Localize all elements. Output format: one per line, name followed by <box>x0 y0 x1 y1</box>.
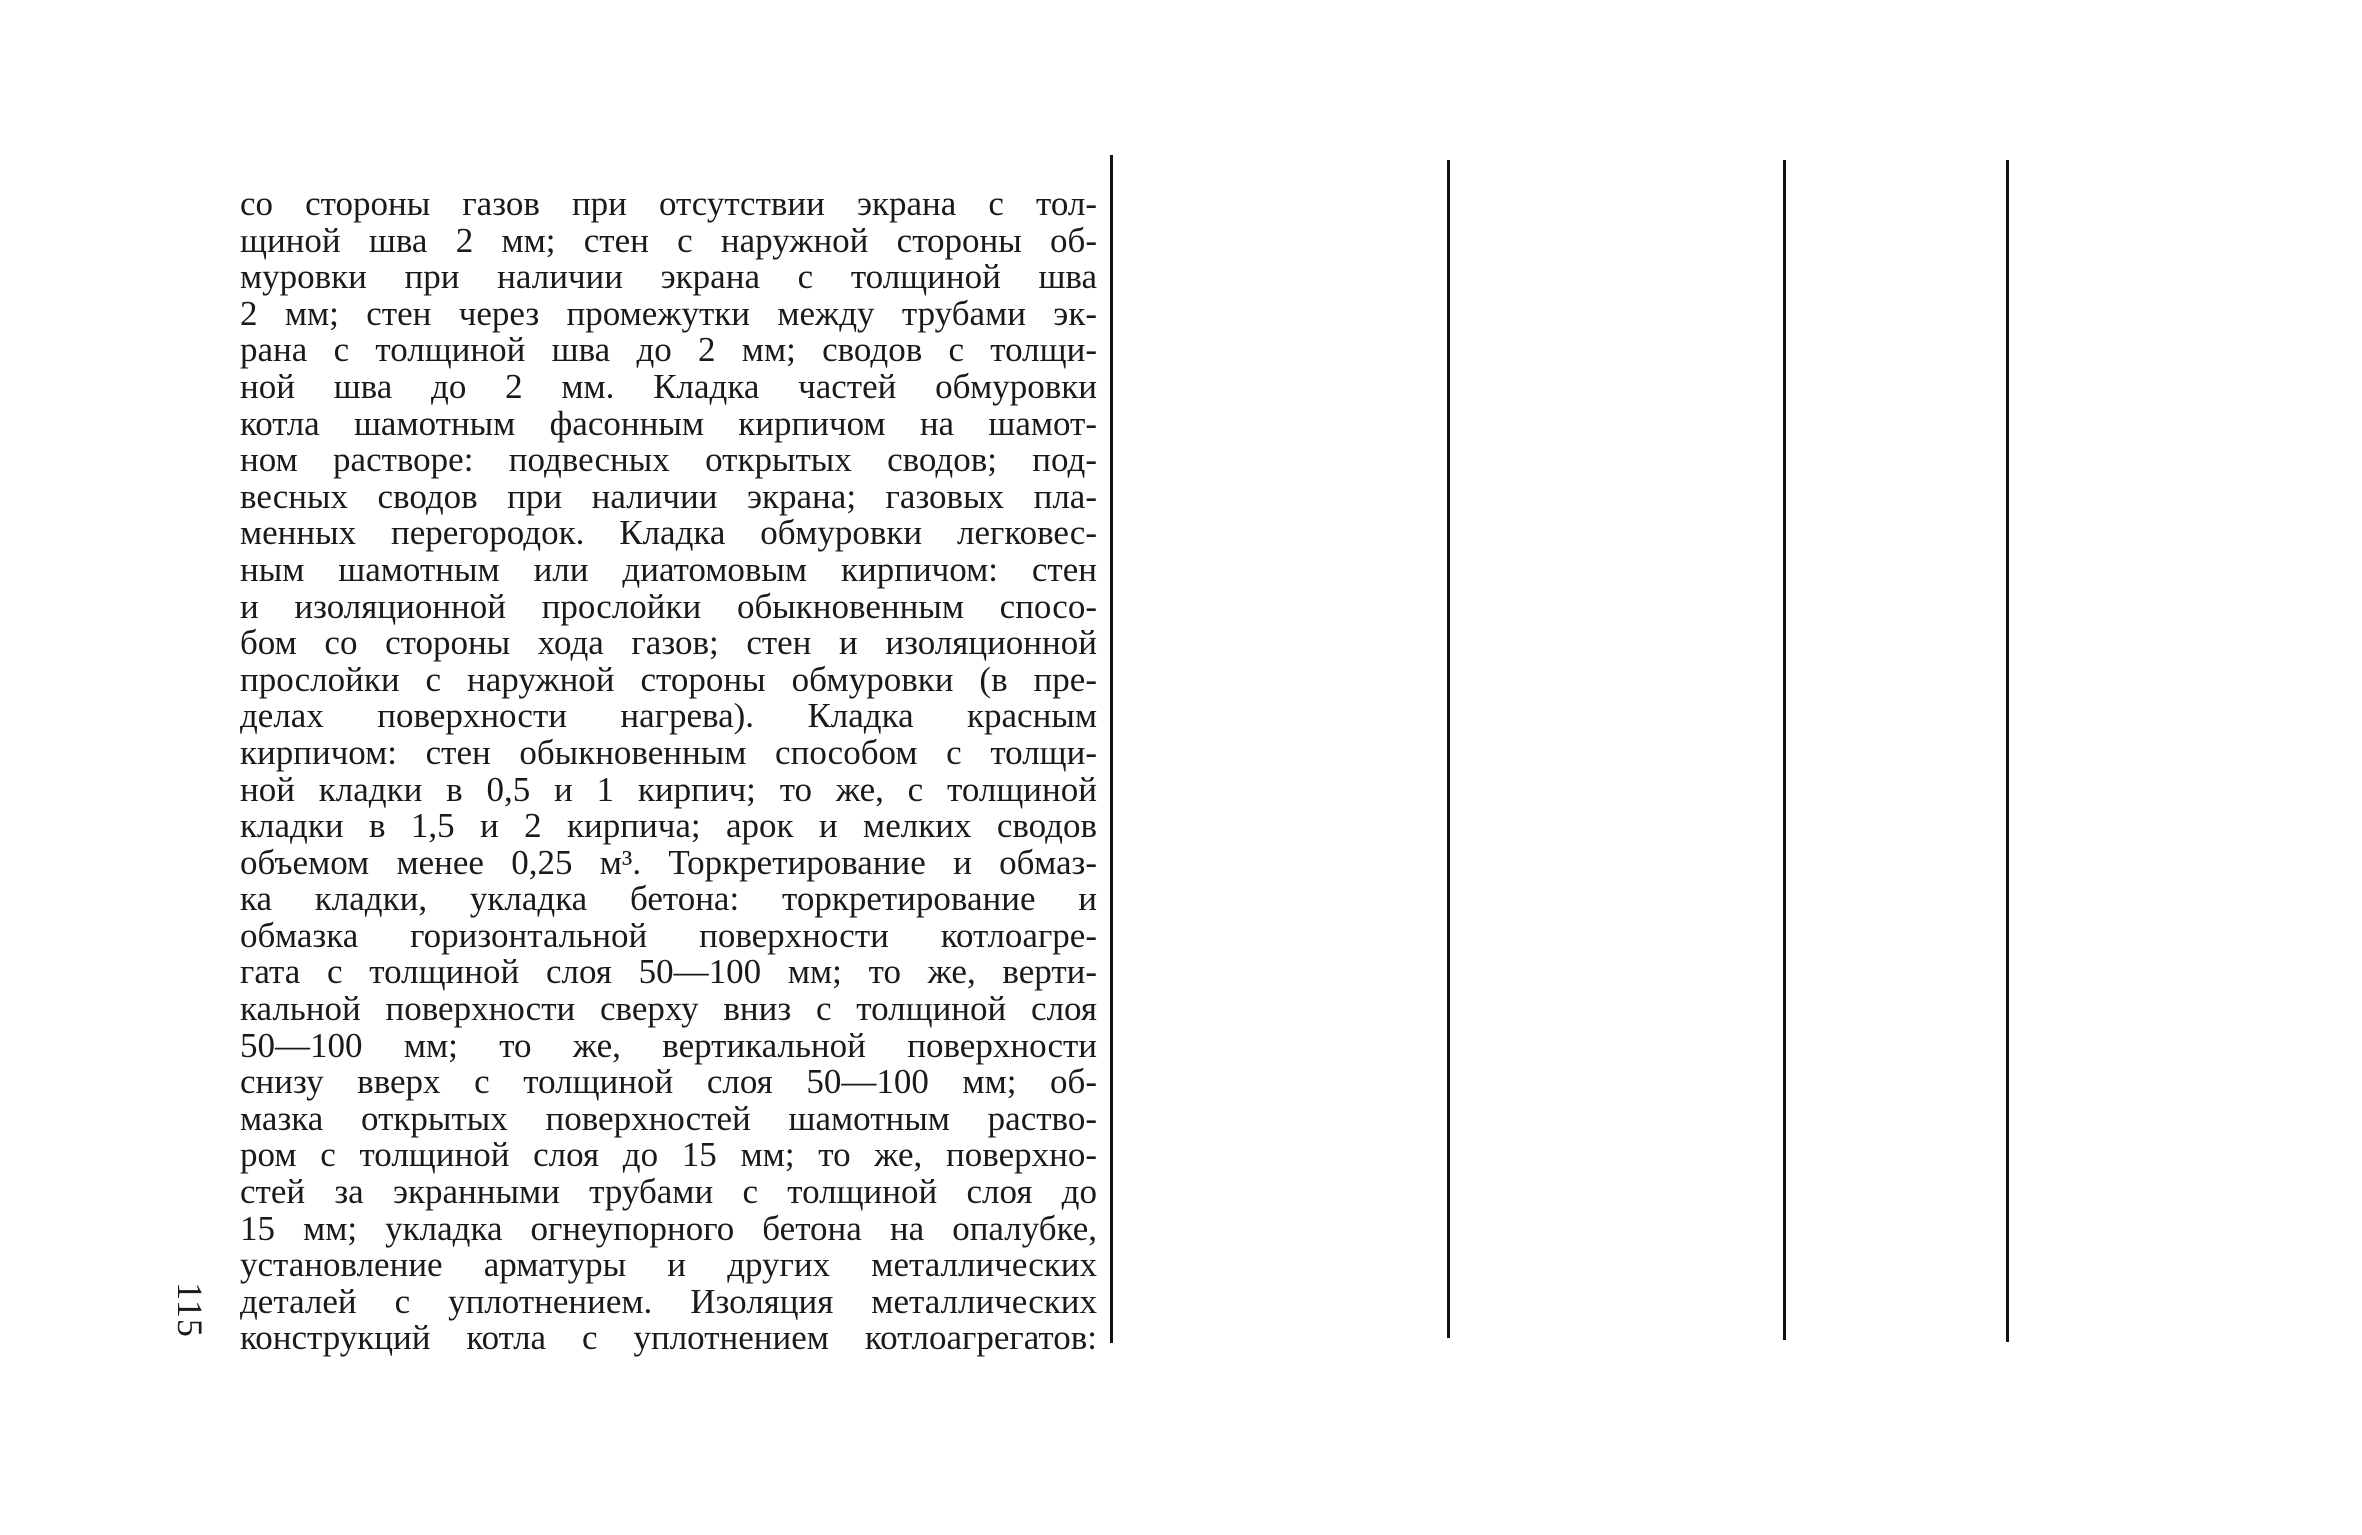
text-line: объемом менее 0,25 м³. Торкретирование и обмаз- <box>240 842 1097 882</box>
text-line: кирпичом: стен обыкновенным способом с толщи- <box>240 732 1097 772</box>
text-line: бом со стороны хода газов; стен и изоляционной <box>240 623 1097 663</box>
text-line: делах поверхности нагрева). Кладка красным <box>240 696 1097 736</box>
text-line: со стороны газов при отсутствии экрана с тол- <box>240 184 1097 223</box>
column-rule <box>1110 155 1113 1343</box>
text-line: и изоляционной прослойки обыкновенным спосо- <box>240 586 1097 626</box>
page-number: 115 <box>170 1282 210 1338</box>
text-line: конструкций котла с уплотнением котлоагрегатов: <box>240 1318 1097 1358</box>
text-line: ном растворе: подвесных открытых сводов; под- <box>240 440 1097 480</box>
text-line: котла шамотным фасонным кирпичом на шамот- <box>240 403 1097 443</box>
text-line: деталей с уплотнением. Изоляция металлических <box>240 1281 1097 1321</box>
text-line: стей за экранными трубами с толщиной слоя до <box>240 1172 1097 1212</box>
text-line: ка кладки, укладка бетона: торкретирование и <box>240 879 1097 919</box>
column-rule <box>1447 160 1450 1338</box>
text-line: менных перегородок. Кладка обмуровки легковес- <box>240 513 1097 553</box>
text-line: мазка открытых поверхностей шамотным раство- <box>240 1098 1097 1138</box>
text-line: кладки в 1,5 и 2 кирпича; арок и мелких сводов <box>240 806 1097 846</box>
text-line: установление арматуры и других металлических <box>240 1245 1097 1285</box>
text-line: кальной поверхности сверху вниз с толщиной слоя <box>240 989 1097 1029</box>
body-text <box>240 186 1097 1357</box>
text-line: весных сводов при наличии экрана; газовых пла- <box>240 476 1097 516</box>
text-line: рана с толщиной шва до 2 мм; сводов с толщи- <box>240 330 1097 370</box>
text-line: обмазка горизонтальной поверхности котлоагре- <box>240 915 1097 955</box>
text-line: 15 мм; укладка огнеупорного бетона на опалубке, <box>240 1208 1097 1248</box>
text-line: гата с толщиной слоя 50—100 мм; то же, верти- <box>240 952 1097 992</box>
text-line: 2 мм; стен через промежутки между трубами эк- <box>240 293 1097 333</box>
text-line: прослойки с наружной стороны обмуровки (в пре- <box>240 659 1097 699</box>
column-rule <box>2006 160 2009 1342</box>
text-line: 50—100 мм; то же, вертикальной поверхности <box>240 1025 1097 1065</box>
text-line: ром с толщиной слоя до 15 мм; то же, поверхно- <box>240 1135 1097 1175</box>
text-line: ной шва до 2 мм. Кладка частей обмуровки <box>240 366 1097 406</box>
column-rule <box>1783 160 1786 1340</box>
text-line: ным шамотным или диатомовым кирпичом: стен <box>240 549 1097 589</box>
text-line: муровки при наличии экрана с толщиной шва <box>240 257 1097 297</box>
text-line: снизу вверх с толщиной слоя 50—100 мм; об- <box>240 1062 1097 1102</box>
text-line: щиной шва 2 мм; стен с наружной стороны об- <box>240 220 1097 260</box>
text-line: ной кладки в 0,5 и 1 кирпич; то же, с толщиной <box>240 769 1097 809</box>
